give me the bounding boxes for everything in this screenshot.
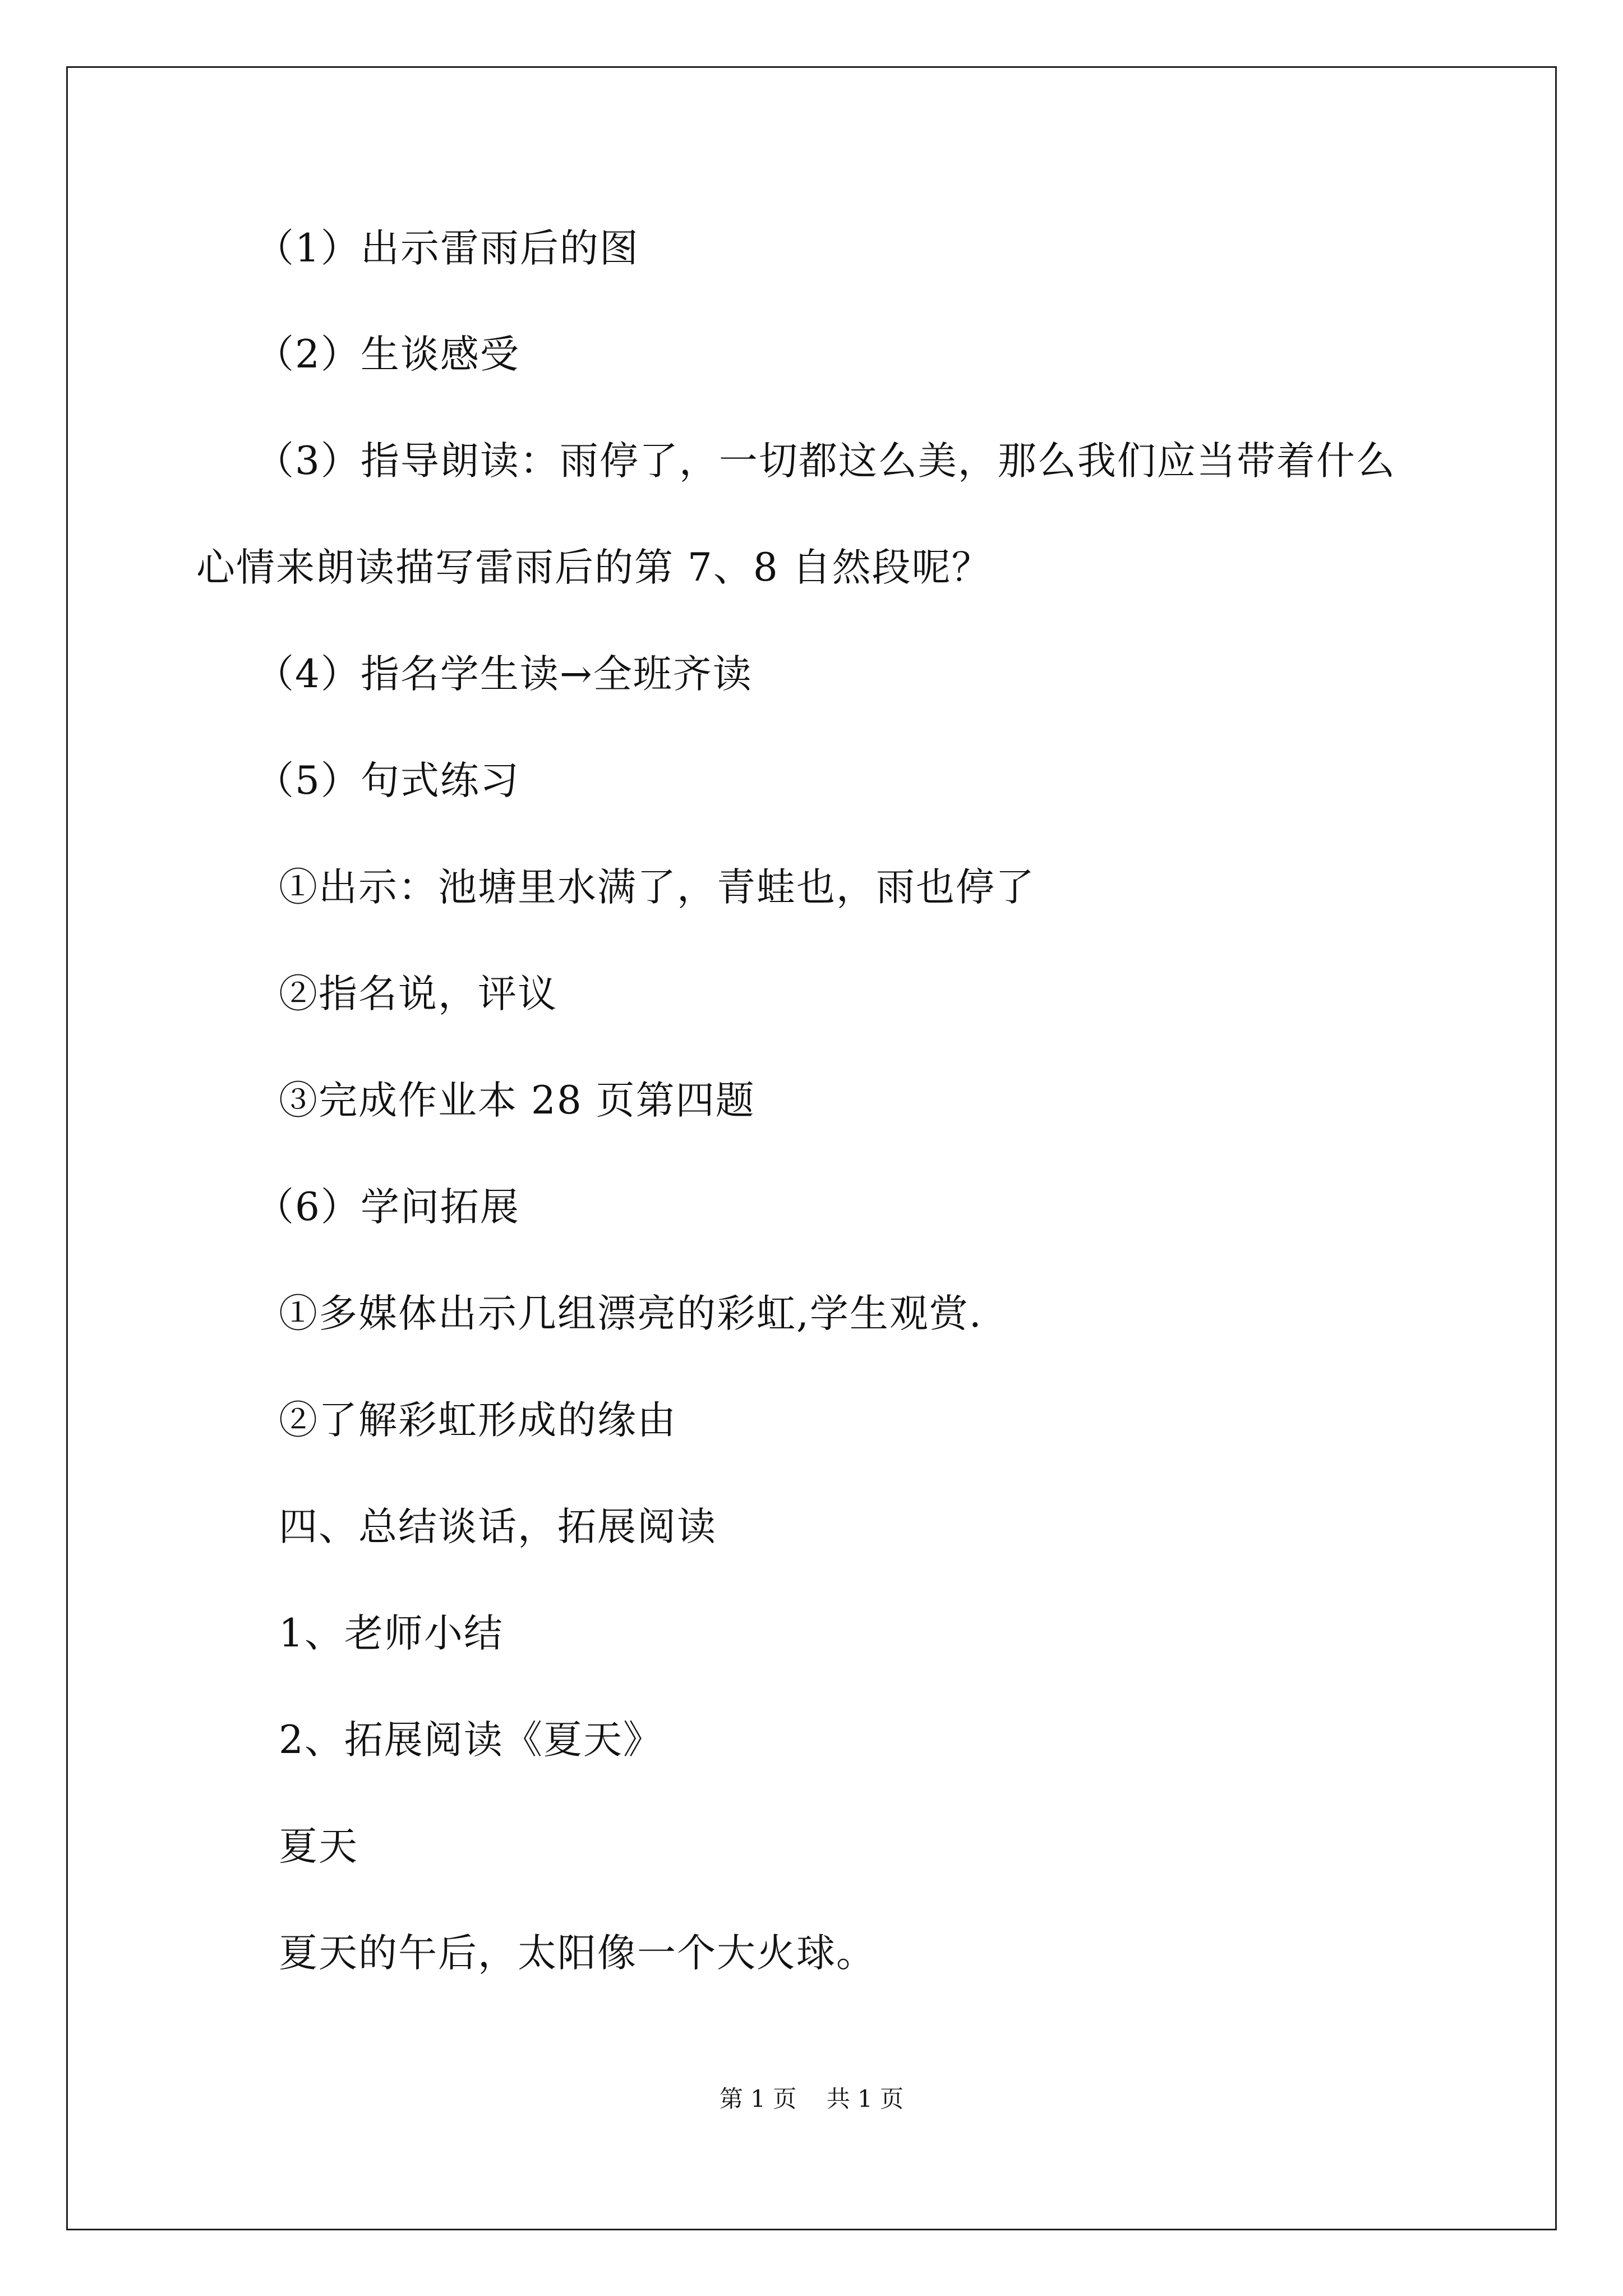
page-border: [66, 66, 1557, 2230]
section-heading: 四、总结谈话，拓展阅读: [279, 1504, 717, 1549]
text-line: 1、老师小结: [279, 1611, 504, 1656]
text-line: ③完成作业本 28 页第四题: [279, 1078, 755, 1123]
poem-title: 夏天: [279, 1824, 358, 1869]
text-line: ①多媒体出示几组漂亮的彩虹,学生观赏.: [279, 1291, 983, 1336]
text-line: 2、拓展阅读《夏天》: [279, 1718, 663, 1763]
text-line: （3）指导朗读：雨停了，一切都这么美，那么我们应当带着什么: [255, 439, 1396, 484]
text-line: （1）出示雷雨后的图: [255, 226, 639, 271]
page-footer: 第 1 页 共 1 页: [719, 2085, 904, 2113]
text-line: 夏天的午后，太阳像一个大火球。: [279, 1931, 876, 1976]
text-line: （2）生谈感受: [255, 332, 520, 377]
text-line: ②指名说，评议: [279, 972, 557, 1016]
text-line: （6）学问拓展: [255, 1185, 520, 1230]
text-line: （4）指名学生读→全班齐读: [255, 652, 753, 697]
text-line: ②了解彩虹形成的缘由: [279, 1398, 677, 1443]
text-line: 心情来朗读描写雷雨后的第 7、8 自然段呢？: [196, 545, 992, 590]
text-line: ①出示：池塘里水满了，青蛙也，雨也停了: [279, 865, 1035, 910]
text-line: （5）句式练习: [255, 758, 520, 803]
